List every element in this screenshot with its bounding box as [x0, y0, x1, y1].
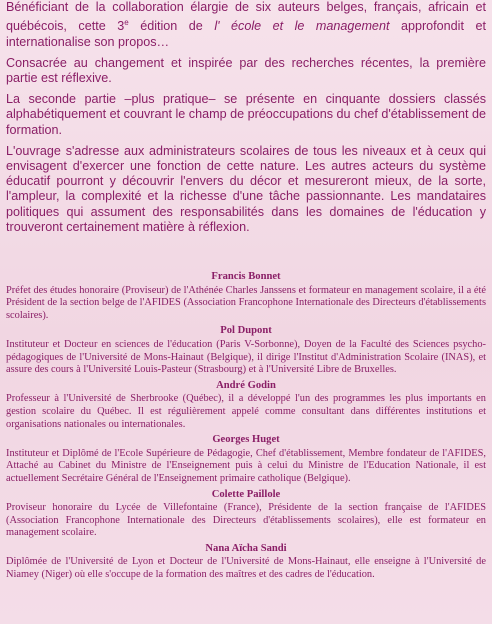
- intro-paragraph-2: Consacrée au changement et inspirée par des recherches récentes, la première partie est réflexive.: [6, 55, 486, 85]
- author-entry: [6, 325, 486, 376]
- author-name: Georges Huget: [212, 434, 280, 446]
- author-bio: Instituteur et Docteur en sciences de l'éducation (Paris V-Sorbonne), Doyen de la Faculté des Sciences psycho-pédagogiques de l'Université de Mons-Hainaut (Belgique), il dirige l'Institut d'Administration Scolaire (INAS), et assure des cours à l'Université Louis-Pasteur (Strasbourg) et à l'Université Libre de Bruxelles.: [6, 338, 486, 376]
- author-entry: [6, 543, 486, 582]
- author-name: Francis Bonnet: [211, 271, 281, 282]
- author-bio: Préfet des études honoraire (Proviseur) de l'Athénée Charles Janssens et formateur en management scolaire, il a été Président de la section belge de l'AFIDES (Association Francophone Internationale des Directeurs d'établissements scolaires).: [6, 284, 486, 321]
- author-bio: Diplômée de l'Université de Lyon et Docteur de l'Université de Mons-Hainaut, elle enseigne à l'Université de Niamey (Niger) où elle s'occupe de la formation des maîtres et des cadres de l'éducation.: [6, 556, 486, 581]
- intro-paragraph-4: L'ouvrage s'adresse aux administrateurs scolaires de tous les niveaux et à ceux qui envisagent d'exercer une fonction de cette nature. Les autres acteurs du système éducatif pourront y découvrir l'envers du décor et mesureront mieux, de la sorte, l'ampleur, la complexité et la richesse d'une tâche passionnante. Les mandataires politiques qui assument des responsabilités dans les domaines de l'éducation y trouveront certainement matière à réflexion.: [6, 143, 486, 234]
- intro-paragraph-1: [6, 0, 486, 50]
- author-entry: [6, 489, 486, 540]
- author-bio: Instituteur et Diplômé de l'Ecole Supérieure de Pédagogie, Chef d'établissement, Membre fondateur de l'AFIDES, Attaché au Cabinet du Ministre de l'Enseignement puis à celui du Ministre de l'Education Nationale, il est actuellement Secrétaire Général de l'Enseignement primaire catholique (Belgique).: [6, 447, 486, 484]
- author-name: Pol Dupont: [220, 325, 272, 337]
- author-entry: [6, 271, 486, 322]
- intro-p1-part-c: approfondit et internationalise son propos…: [6, 19, 486, 49]
- intro-paragraph-3: La seconde partie –plus pratique– se présente en cinquante dossiers classés alphabétiquement et couvrant le champ de préoccupations du chef d'établissement de formation.: [6, 92, 486, 137]
- edition-superscript: e: [124, 18, 129, 28]
- author-name: André Godin: [216, 379, 276, 391]
- author-name: Nana Aïcha Sandi: [205, 542, 287, 554]
- author-entry: [6, 380, 486, 431]
- author-bio: Proviseur honoraire du Lycée de Villefontaine (France), Présidente de la section française de l'AFIDES (Association Francophone Internationale des Directeurs d'établissements scolaires), elle est formateur en management scolaire.: [6, 502, 486, 539]
- book-title: l' école et le management: [214, 19, 390, 34]
- author-name: Colette Paillole: [211, 488, 281, 500]
- intro-p1-part-b: édition de: [128, 19, 215, 34]
- intro-p1-part-a: Bénéficiant de la collaboration élargie de six auteurs belges, français, africain et québécois, cette 3: [6, 0, 486, 34]
- author-entry: [6, 434, 486, 485]
- intro-text: [6, 0, 486, 241]
- authors-section: [6, 271, 486, 585]
- author-bio: Professeur à l'Université de Sherbrooke (Québec), il a développé l'un des programmes les plus importants en gestion scolaire du Québec. Il est régulièrement appelé comme consultant dans différentes institutions et organisations nationales ou internationales.: [6, 393, 486, 430]
